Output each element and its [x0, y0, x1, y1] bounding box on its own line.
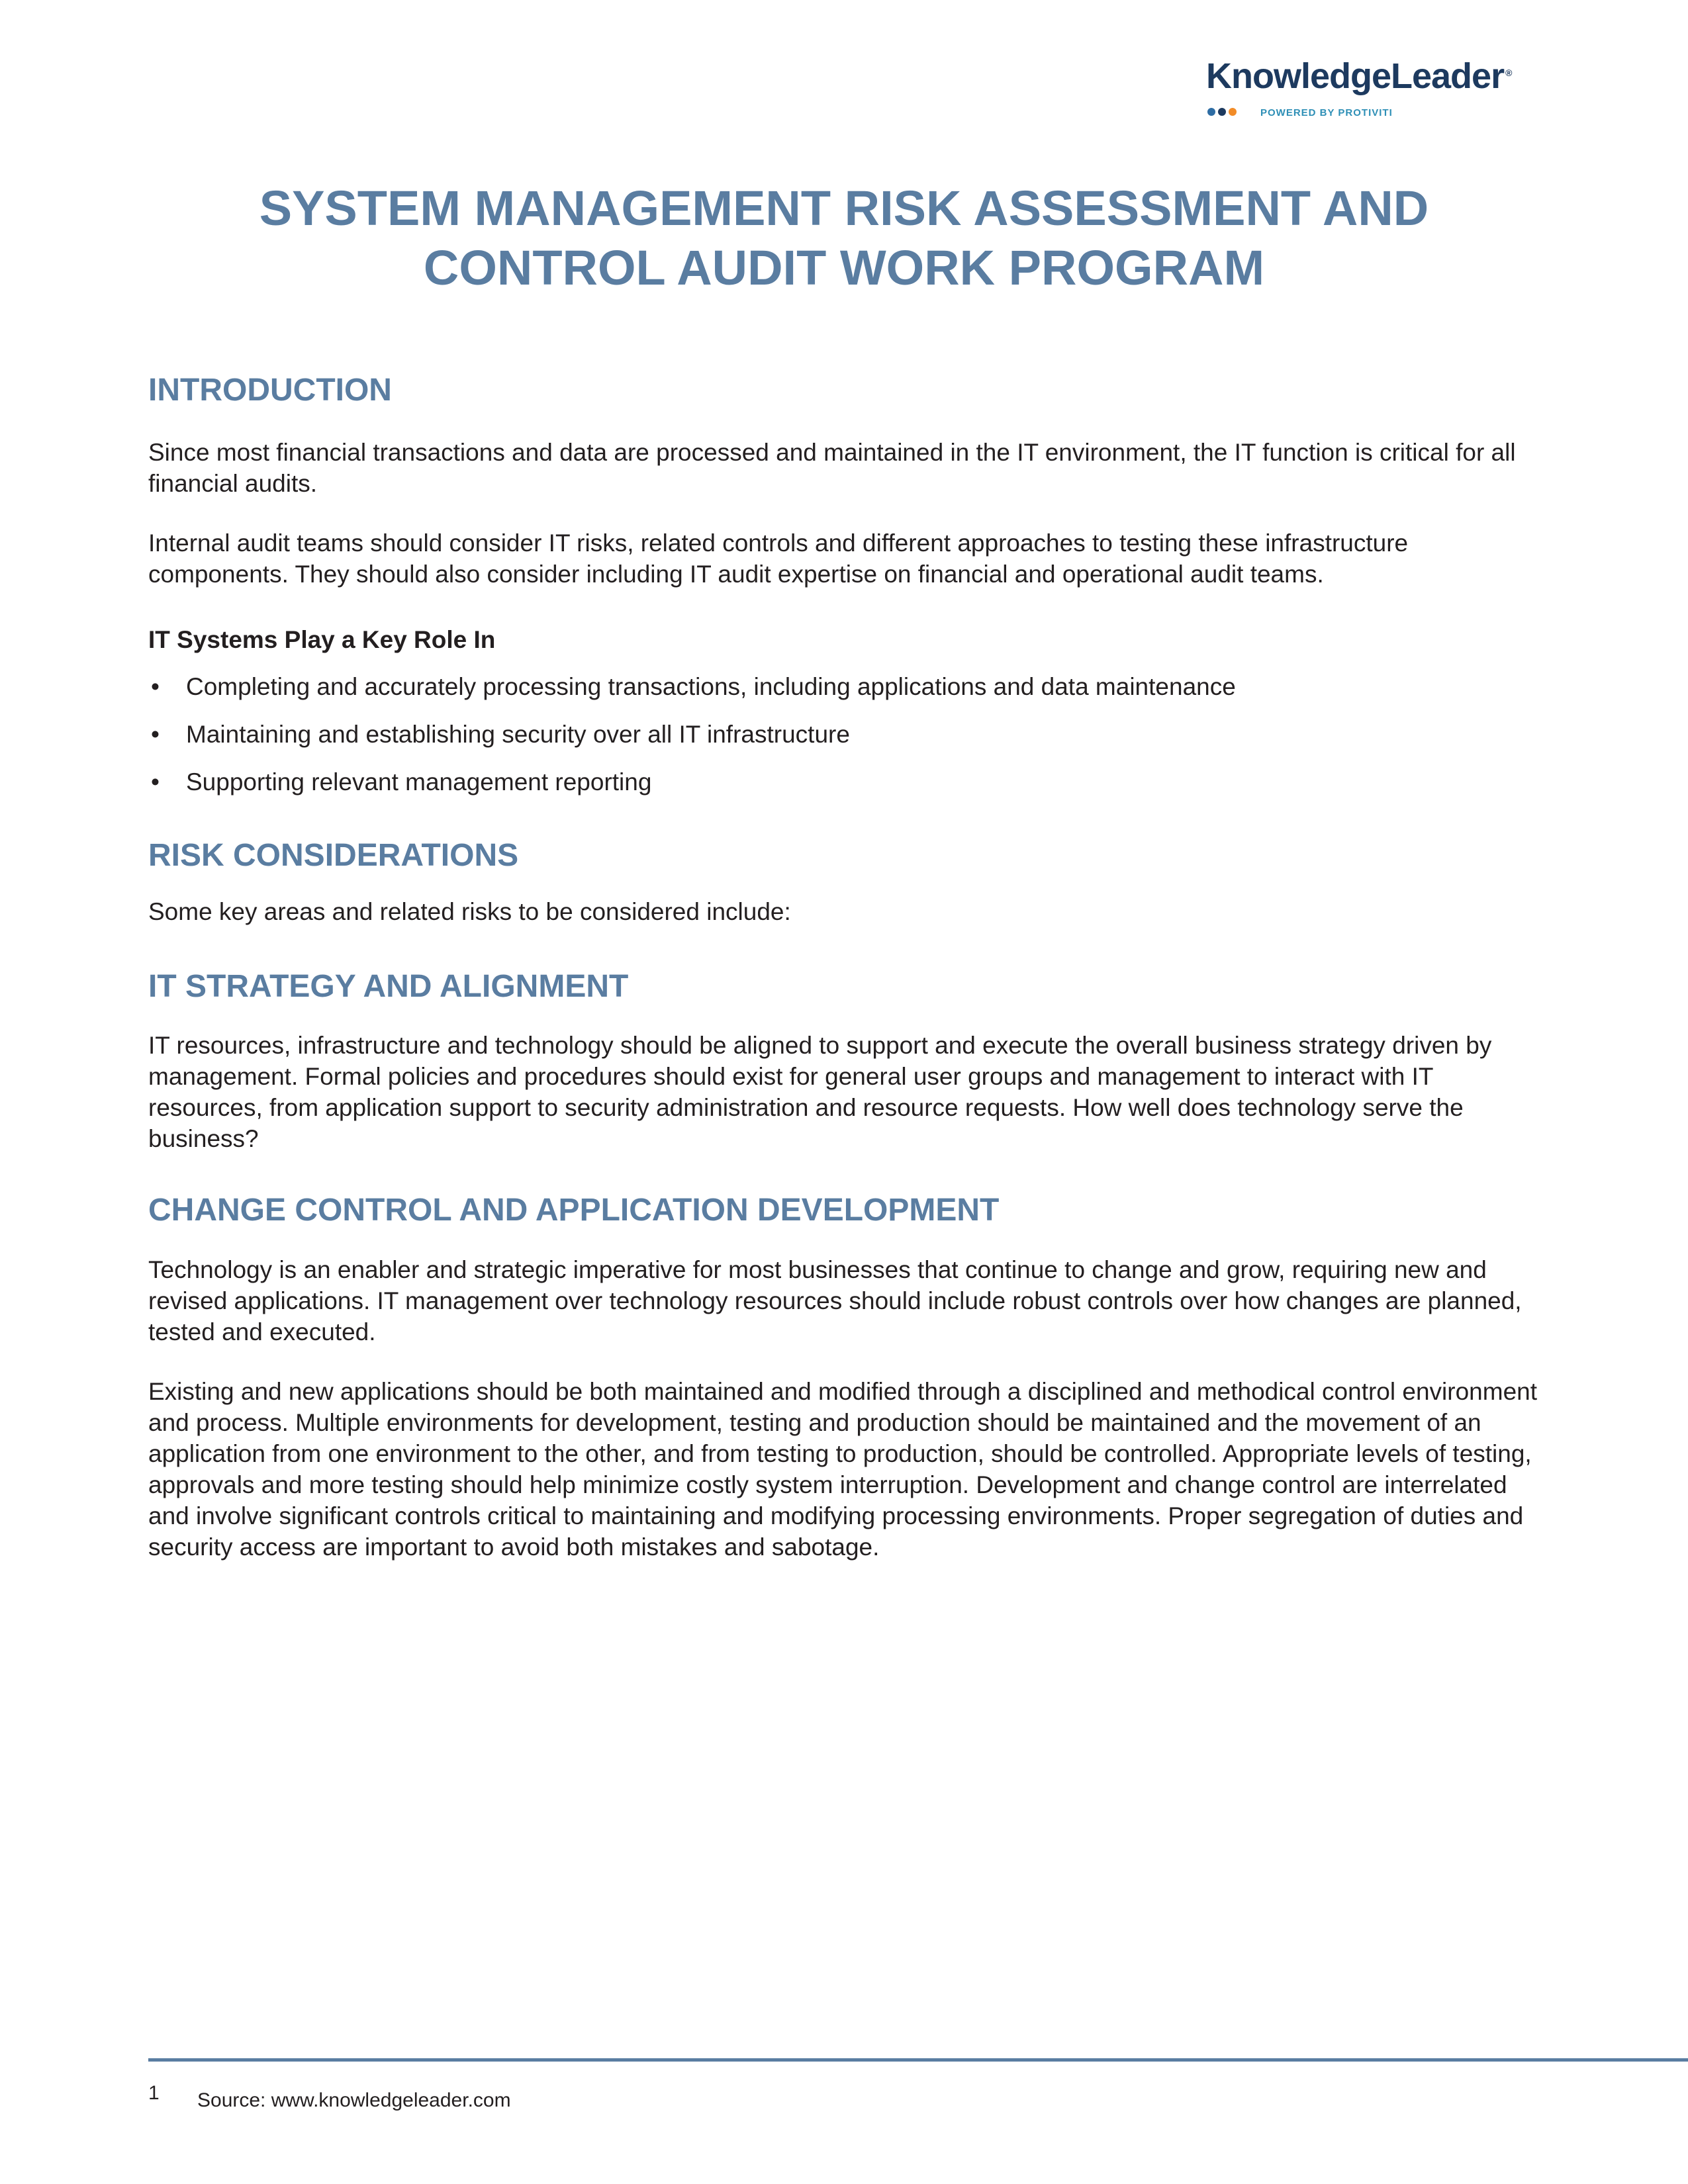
list-item: • Maintaining and establishing security over all IT infrastructure [148, 719, 1538, 750]
logo-dots-icon [1207, 107, 1239, 116]
logo-tagline: POWERED BY PROTIVITI [1260, 107, 1393, 118]
list-item: • Supporting relevant management reporting [148, 766, 1538, 797]
bullet-icon: • [151, 768, 160, 796]
knowledgeleader-logo [1206, 56, 1524, 124]
page-title [0, 179, 1688, 298]
change-control-section [148, 1191, 1538, 1563]
bullet-icon: • [151, 721, 160, 748]
page-title-line-2: CONTROL AUDIT WORK PROGRAM [423, 240, 1265, 295]
risk-considerations-paragraph: Some key areas and related risks to be considered include: [148, 898, 791, 925]
key-role-subheading: IT Systems Play a Key Role In [148, 626, 496, 653]
introduction-section [148, 371, 1538, 797]
footer-divider [148, 2058, 1688, 2062]
change-control-paragraph-1: Technology is an enabler and strategic imperative for most businesses that continue to change and grow, requiring new and revised applications. IT management over technology resources should include robust controls over how changes are planned, tested and executed. [148, 1256, 1522, 1345]
introduction-paragraph-1: Since most financial transactions and data are processed and maintained in the IT environment, the IT function is critical for all financial audits. [148, 439, 1516, 497]
document-body [148, 371, 1538, 1563]
page-title-line-1: SYSTEM MANAGEMENT RISK ASSESSMENT AND [259, 181, 1429, 236]
it-strategy-section [148, 967, 1538, 1154]
change-control-heading: CHANGE CONTROL AND APPLICATION DEVELOPMENT [148, 1193, 1000, 1228]
footnote-source: Source: www.knowledgeleader.com [197, 2089, 511, 2111]
list-item: • Completing and accurately processing transactions, including applications and data maintenance [148, 671, 1538, 702]
bullet-icon: • [151, 673, 160, 700]
introduction-paragraph-2: Internal audit teams should consider IT risks, related controls and different approaches to testing these infrastructure components. They should also consider including IT audit expertise on financial and operational audit teams. [148, 529, 1409, 588]
it-strategy-paragraph: IT resources, infrastructure and technology should be aligned to support and execute the overall business strategy driven by management. Formal policies and procedures should exist for general user groups and management to interact with IT resources, from application support to security administration and resource requests. How well does technology serve the business? [148, 1032, 1492, 1152]
it-strategy-heading: IT STRATEGY AND ALIGNMENT [148, 969, 629, 1004]
risk-considerations-heading: RISK CONSIDERATIONS [148, 838, 519, 873]
introduction-heading: INTRODUCTION [148, 373, 392, 408]
change-control-paragraph-2: Existing and new applications should be both maintained and modified through a disciplined and methodical control environment and process. Multiple environments for development, testing and production should be maintained and the movement of an application from one environment to the other, and from testing to production, should be controlled. Appropriate levels of testing, approvals and more testing should help minimize costly system interruption. Development and change control are interrelated and involve significant controls critical to maintaining and modifying processing environments. Proper segregation of duties and security access are important to avoid both mistakes and sabotage. [148, 1378, 1537, 1561]
logo-wordmark: KnowledgeLeader ® [1206, 56, 1512, 96]
key-role-list [148, 671, 1538, 797]
footnote-number: 1 [148, 2082, 160, 2104]
risk-considerations-section [148, 836, 1538, 927]
